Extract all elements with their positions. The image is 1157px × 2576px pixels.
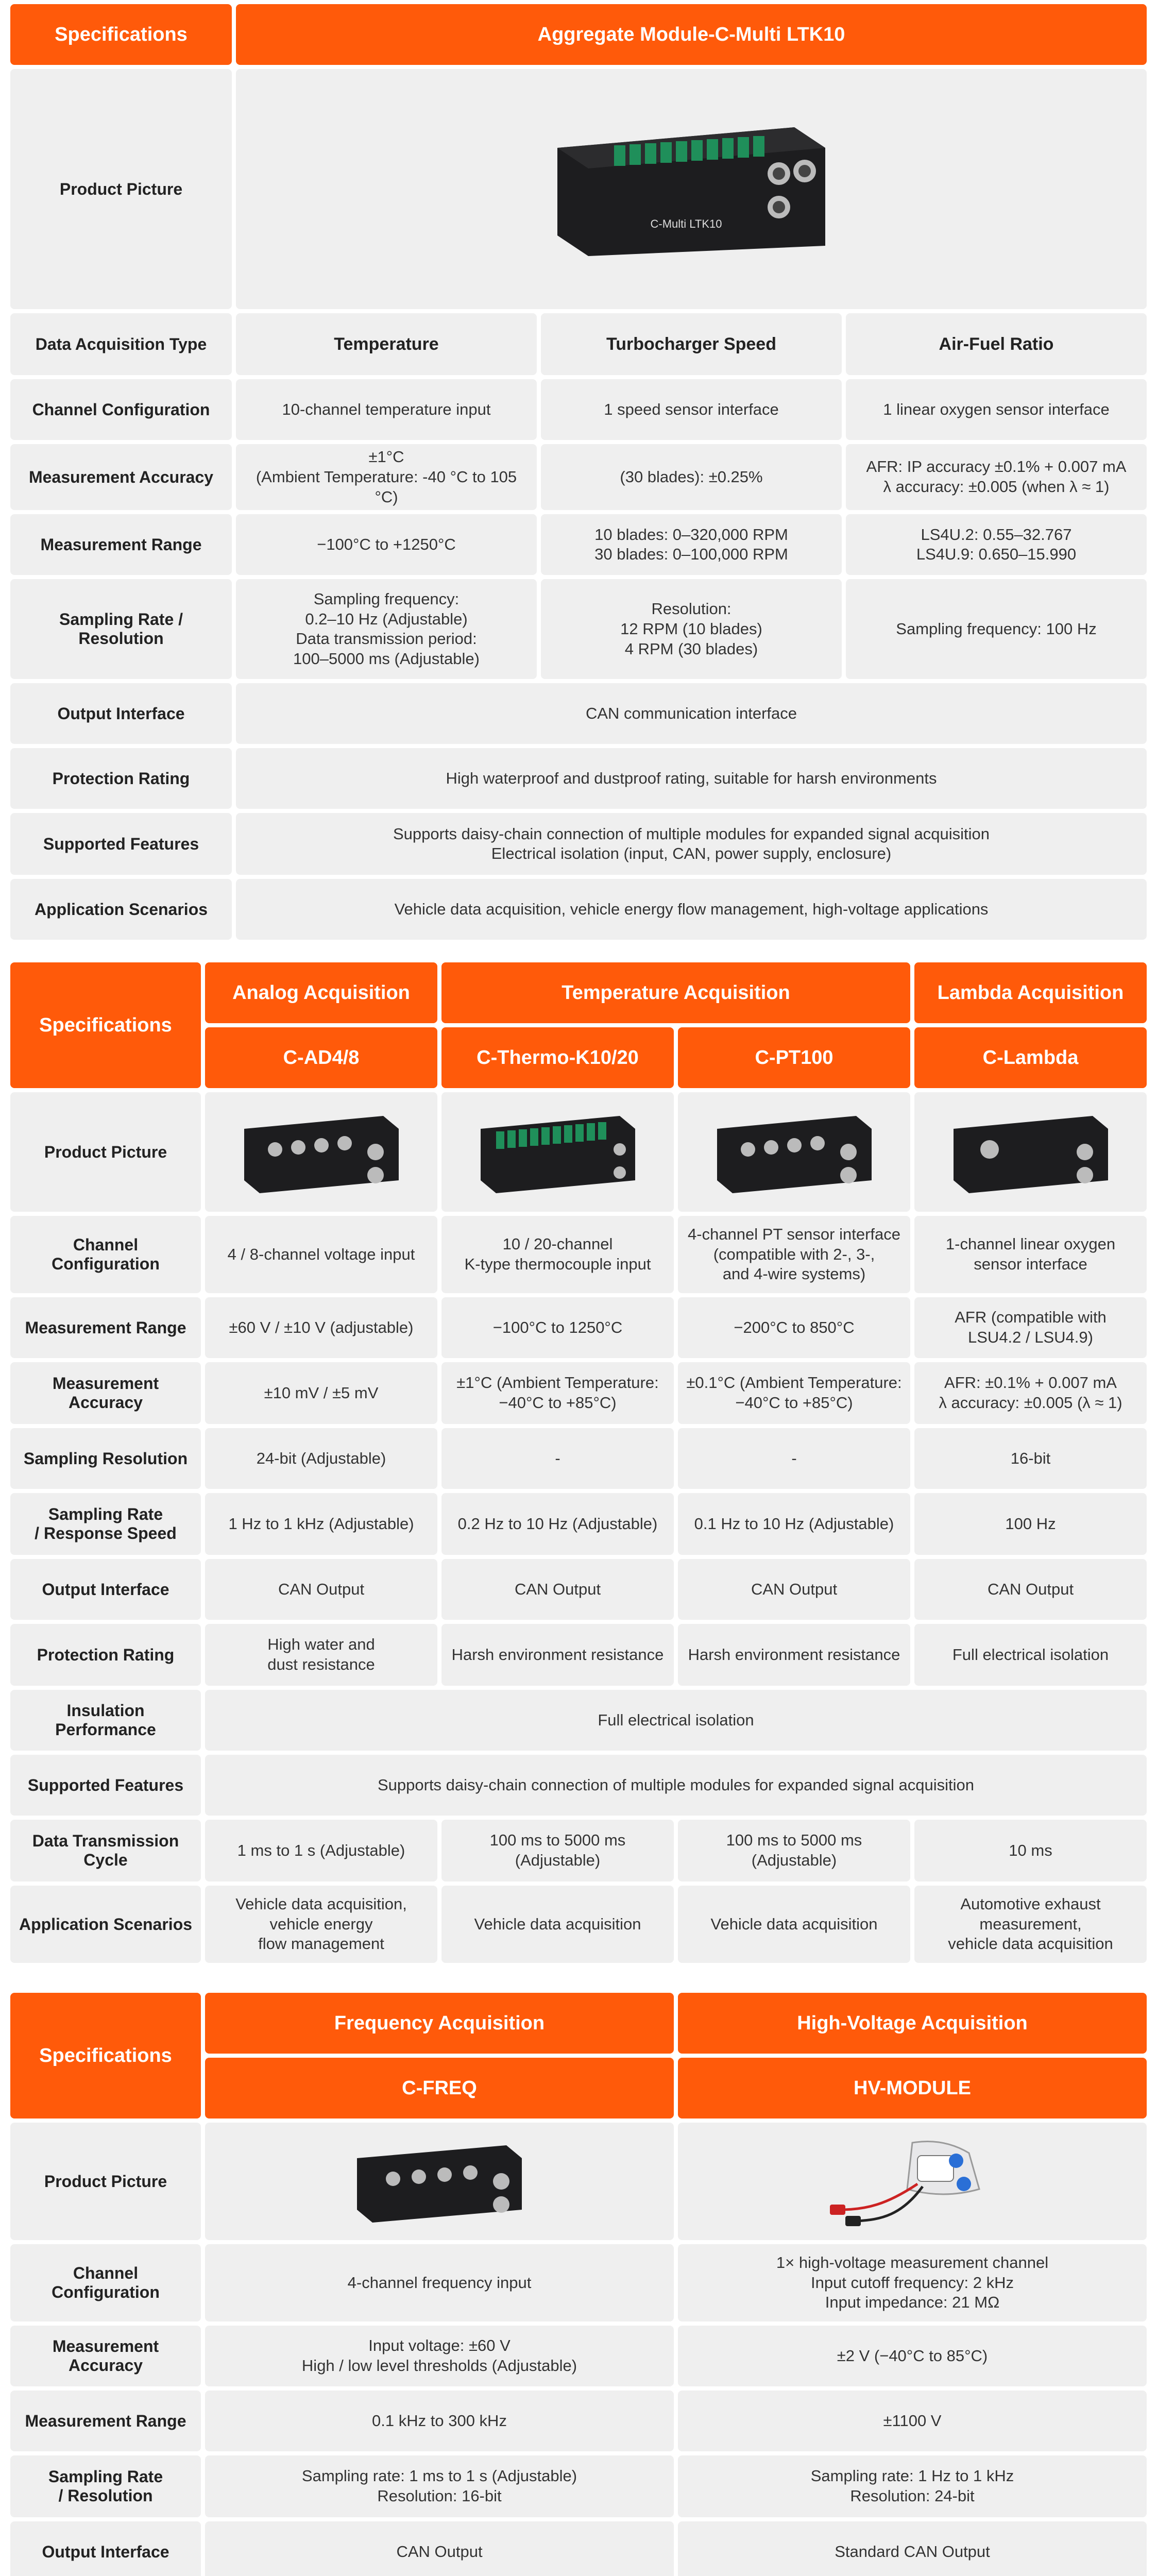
output-label: Output Interface xyxy=(10,1559,201,1620)
module-name-text: C-Multi LTK10 xyxy=(650,217,722,230)
model-c-ad48: C-AD4/8 xyxy=(205,1027,437,1088)
resolution-c-ad48: 24-bit (Adjustable) xyxy=(205,1428,437,1489)
range-c-ad48: ±60 V / ±10 V (adjustable) xyxy=(205,1297,437,1358)
output-c-pt100: CAN Output xyxy=(678,1559,910,1620)
accuracy-hv-module: ±2 V (−40°C to 85°C) xyxy=(678,2326,1147,2386)
range-afr: LS4U.2: 0.55–32.767 LS4U.9: 0.650–15.990 xyxy=(846,514,1147,575)
model-c-freq: C-FREQ xyxy=(205,2058,674,2119)
protection-value: High waterproof and dustproof rating, suitable for harsh environments xyxy=(236,748,1147,809)
cycle-label: Data Transmission Cycle xyxy=(10,1820,201,1882)
product-title-header: Aggregate Module-C-Multi LTK10 xyxy=(236,4,1147,65)
picture-hv-module xyxy=(678,2123,1147,2240)
channel-c-freq: 4-channel frequency input xyxy=(205,2244,674,2321)
accuracy-c-pt100: ±0.1°C (Ambient Temperature: −40°C to +85°C) xyxy=(678,1362,910,1424)
model-c-pt100: C-PT100 xyxy=(678,1027,910,1088)
picture-c-lambda xyxy=(914,1092,1147,1212)
protection-c-ad48: High water and dust resistance xyxy=(205,1624,437,1686)
applications-c-ad48: Vehicle data acquisition, vehicle energy flow management xyxy=(205,1886,437,1963)
c-ad48-module-image xyxy=(239,1108,404,1196)
protection-c-lambda: Full electrical isolation xyxy=(914,1624,1147,1686)
c-pt100-module-image xyxy=(712,1108,877,1196)
accuracy-turbo: (30 blades): ±0.25% xyxy=(541,444,842,510)
features-label: Supported Features xyxy=(10,1755,201,1816)
protection-label: Protection Rating xyxy=(10,1624,201,1686)
product-picture-cell xyxy=(236,69,1147,309)
c-thermo-module-image xyxy=(475,1108,640,1196)
rate-c-ad48: 1 Hz to 1 kHz (Adjustable) xyxy=(205,1493,437,1555)
range-c-thermo: −100°C to 1250°C xyxy=(441,1297,674,1358)
specifications-header: Specifications xyxy=(10,1993,201,2119)
c-lambda-module-image xyxy=(948,1108,1113,1196)
sampling-afr: Sampling frequency: 100 Hz xyxy=(846,579,1147,679)
group-analog: Analog Acquisition xyxy=(205,962,437,1023)
channel-hv-module: 1× high-voltage measurement channel Input cutoff frequency: 2 kHz Input impedance: 21 MΩ xyxy=(678,2244,1147,2321)
insulation-label: Insulation Performance xyxy=(10,1690,201,1751)
resolution-c-pt100: - xyxy=(678,1428,910,1489)
rate-c-thermo: 0.2 Hz to 10 Hz (Adjustable) xyxy=(441,1493,674,1555)
applications-c-pt100: Vehicle data acquisition xyxy=(678,1886,910,1963)
channel-c-lambda: 1-channel linear oxygen sensor interface xyxy=(914,1216,1147,1293)
rate-c-pt100: 0.1 Hz to 10 Hz (Adjustable) xyxy=(678,1493,910,1555)
protection-label: Protection Rating xyxy=(10,748,232,809)
cycle-c-ad48: 1 ms to 1 s (Adjustable) xyxy=(205,1820,437,1882)
rate-label: Sampling Rate / Resolution xyxy=(10,2455,201,2517)
applications-label: Application Scenarios xyxy=(10,879,232,940)
spec-table-multi-ltk10 xyxy=(0,0,1157,958)
model-hv-module: HV-MODULE xyxy=(678,2058,1147,2119)
hv-module-image xyxy=(825,2132,1000,2230)
rate-label: Sampling Rate / Response Speed xyxy=(10,1493,201,1555)
rate-hv-module: Sampling rate: 1 Hz to 1 kHz Resolution: 24-bit xyxy=(678,2455,1147,2517)
channel-config-afr: 1 linear oxygen sensor interface xyxy=(846,379,1147,440)
insulation-value: Full electrical isolation xyxy=(205,1690,1147,1751)
resolution-c-lambda: 16-bit xyxy=(914,1428,1147,1489)
multi-ltk10-module-image xyxy=(547,117,836,261)
output-c-ad48: CAN Output xyxy=(205,1559,437,1620)
accuracy-temp: ±1°C (Ambient Temperature: -40 °C to 105 °C) xyxy=(236,444,537,510)
rate-c-lambda: 100 Hz xyxy=(914,1493,1147,1555)
channel-config-label: Channel Configuration xyxy=(10,379,232,440)
cycle-c-lambda: 10 ms xyxy=(914,1820,1147,1882)
product-picture-label: Product Picture xyxy=(10,69,232,309)
cycle-c-thermo: 100 ms to 5000 ms (Adjustable) xyxy=(441,1820,674,1882)
cycle-c-pt100: 100 ms to 5000 ms (Adjustable) xyxy=(678,1820,910,1882)
c-freq-module-image xyxy=(352,2138,527,2225)
resolution-c-thermo: - xyxy=(441,1428,674,1489)
acq-type-label: Data Acquisition Type xyxy=(10,313,232,375)
accuracy-label: Measurement Accuracy xyxy=(10,1362,201,1424)
output-c-freq: CAN Output xyxy=(205,2521,674,2576)
range-hv-module: ±1100 V xyxy=(678,2391,1147,2451)
product-picture-label: Product Picture xyxy=(10,2123,201,2240)
channel-c-ad48: 4 / 8-channel voltage input xyxy=(205,1216,437,1293)
range-c-freq: 0.1 kHz to 300 kHz xyxy=(205,2391,674,2451)
model-c-thermo: C-Thermo-K10/20 xyxy=(441,1027,674,1088)
model-c-lambda: C-Lambda xyxy=(914,1027,1147,1088)
rate-c-freq: Sampling rate: 1 ms to 1 s (Adjustable) Resolution: 16-bit xyxy=(205,2455,674,2517)
group-frequency: Frequency Acquisition xyxy=(205,1993,674,2054)
output-c-thermo: CAN Output xyxy=(441,1559,674,1620)
accuracy-afr: AFR: IP accuracy ±0.1% + 0.007 mA λ accuracy: ±0.005 (when λ ≈ 1) xyxy=(846,444,1147,510)
output-label: Output Interface xyxy=(10,683,232,744)
applications-c-lambda: Automotive exhaust measurement, vehicle data acquisition xyxy=(914,1886,1147,1963)
resolution-label: Sampling Resolution xyxy=(10,1428,201,1489)
channel-config-turbo: 1 speed sensor interface xyxy=(541,379,842,440)
output-value: CAN communication interface xyxy=(236,683,1147,744)
range-turbo: 10 blades: 0–320,000 RPM 30 blades: 0–100,000 RPM xyxy=(541,514,842,575)
sampling-label: Sampling Rate / Resolution xyxy=(10,579,232,679)
channel-c-pt100: 4-channel PT sensor interface (compatible with 2-, 3-, and 4-wire systems) xyxy=(678,1216,910,1293)
range-label: Measurement Range xyxy=(10,1297,201,1358)
range-temp: −100°C to +1250°C xyxy=(236,514,537,575)
accuracy-c-ad48: ±10 mV / ±5 mV xyxy=(205,1362,437,1424)
channel-config-temp: 10-channel temperature input xyxy=(236,379,537,440)
picture-c-ad48 xyxy=(205,1092,437,1212)
output-label: Output Interface xyxy=(10,2521,201,2576)
acq-type-afr: Air-Fuel Ratio xyxy=(846,313,1147,375)
group-high-voltage: High-Voltage Acquisition xyxy=(678,1993,1147,2054)
range-label: Measurement Range xyxy=(10,514,232,575)
group-lambda: Lambda Acquisition xyxy=(914,962,1147,1023)
channel-c-thermo: 10 / 20-channel K-type thermocouple input xyxy=(441,1216,674,1293)
specifications-header: Specifications xyxy=(10,4,232,65)
product-picture-label: Product Picture xyxy=(10,1092,201,1212)
channel-config-label: Channel Configuration xyxy=(10,2244,201,2321)
range-c-pt100: −200°C to 850°C xyxy=(678,1297,910,1358)
applications-c-thermo: Vehicle data acquisition xyxy=(441,1886,674,1963)
sampling-temp: Sampling frequency: 0.2–10 Hz (Adjustable) Data transmission period: 100–5000 ms (Adjustable) xyxy=(236,579,537,679)
picture-c-pt100 xyxy=(678,1092,910,1212)
output-hv-module: Standard CAN Output xyxy=(678,2521,1147,2576)
accuracy-c-lambda: AFR: ±0.1% + 0.007 mA λ accuracy: ±0.005 (λ ≈ 1) xyxy=(914,1362,1147,1424)
applications-label: Application Scenarios xyxy=(10,1886,201,1963)
spec-table-freq-hv xyxy=(0,1989,1157,2576)
protection-c-pt100: Harsh environment resistance xyxy=(678,1624,910,1686)
accuracy-c-freq: Input voltage: ±60 V High / low level thresholds (Adjustable) xyxy=(205,2326,674,2386)
output-c-lambda: CAN Output xyxy=(914,1559,1147,1620)
picture-c-freq xyxy=(205,2123,674,2240)
accuracy-label: Measurement Accuracy xyxy=(10,2326,201,2386)
group-temperature: Temperature Acquisition xyxy=(441,962,910,1023)
specifications-header: Specifications xyxy=(10,962,201,1088)
accuracy-label: Measurement Accuracy xyxy=(10,444,232,510)
range-label: Measurement Range xyxy=(10,2391,201,2451)
acq-type-temperature: Temperature xyxy=(236,313,537,375)
features-value: Supports daisy-chain connection of multiple modules for expanded signal acquisition xyxy=(205,1755,1147,1816)
accuracy-c-thermo: ±1°C (Ambient Temperature: −40°C to +85°C) xyxy=(441,1362,674,1424)
picture-c-thermo xyxy=(441,1092,674,1212)
features-value: Supports daisy-chain connection of multiple modules for expanded signal acquisition Electrical isolation (input, CAN, power supply, enclosure) xyxy=(236,813,1147,875)
acq-type-turbo: Turbocharger Speed xyxy=(541,313,842,375)
sampling-turbo: Resolution: 12 RPM (10 blades) 4 RPM (30 blades) xyxy=(541,579,842,679)
range-c-lambda: AFR (compatible with LSU4.2 / LSU4.9) xyxy=(914,1297,1147,1358)
features-label: Supported Features xyxy=(10,813,232,875)
applications-value: Vehicle data acquisition, vehicle energy flow management, high-voltage applications xyxy=(236,879,1147,940)
protection-c-thermo: Harsh environment resistance xyxy=(441,1624,674,1686)
spec-table-acquisition-modules xyxy=(0,958,1157,1989)
channel-config-label: Channel Configuration xyxy=(10,1216,201,1293)
